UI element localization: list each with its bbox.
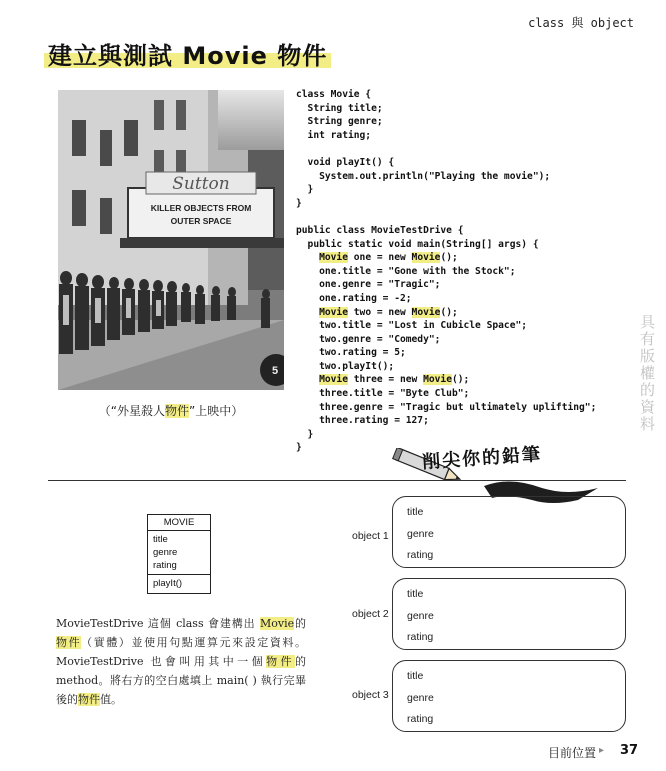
- object-field: title: [407, 506, 424, 518]
- marquee-line-2: OUTER SPACE: [170, 216, 232, 226]
- sharpen-pencil-title: 削尖你的鉛筆: [421, 443, 543, 474]
- uml-field: rating: [153, 560, 177, 571]
- code-line: System.out.println("Playing the movie");: [296, 170, 551, 182]
- code-line: one.rating = -2;: [296, 292, 412, 304]
- object-3-box[interactable]: [392, 660, 626, 732]
- code-highlight: Movie: [423, 374, 452, 386]
- code-line: class Movie {: [296, 89, 372, 100]
- desc-text: MovieTestDrive 這個 class 會建構出: [56, 617, 260, 630]
- uml-field: title: [153, 534, 168, 545]
- desc-highlight: 物件: [56, 636, 82, 649]
- code-listing: [296, 88, 596, 455]
- uml-method: playIt(): [153, 578, 183, 589]
- object-1-label: object 1: [352, 530, 389, 542]
- object-field: rating: [407, 631, 434, 643]
- object-field: title: [407, 670, 424, 682]
- object-2-label: object 2: [352, 608, 389, 620]
- object-field: genre: [407, 692, 434, 704]
- chevron-right-icon: ▸: [599, 745, 605, 756]
- uml-methods: [148, 575, 210, 593]
- marquee-name: Sutton: [172, 174, 230, 194]
- object-field: genre: [407, 528, 434, 540]
- page-number: 37: [620, 743, 639, 758]
- code-line: two.rating = 5;: [296, 347, 406, 359]
- caption-highlight: 物件: [164, 404, 189, 418]
- marquee-line-1: KILLER OBJECTS FROM: [150, 203, 252, 213]
- object-field: rating: [407, 713, 434, 725]
- photo-illustration: [58, 90, 284, 390]
- code-line: three.genre = "Tragic but ultimately uplifting";: [296, 401, 597, 413]
- desc-text: 的: [294, 617, 307, 630]
- code-highlight: Movie: [319, 306, 348, 318]
- uml-class-name: MOVIE: [148, 515, 210, 531]
- object-1-box[interactable]: [392, 496, 626, 568]
- exercise-description: [56, 614, 306, 709]
- code-line: three.title = "Byte Club";: [296, 388, 470, 400]
- code-line: int rating;: [296, 129, 372, 141]
- code-line: one.genre = "Tragic";: [296, 279, 441, 291]
- uml-class-diagram: [147, 514, 211, 594]
- object-field: rating: [407, 549, 434, 561]
- code-highlight: Movie: [319, 374, 348, 386]
- page-title: 建立與測試 Movie 物件: [44, 36, 331, 71]
- code-line: Movie two = new Movie();: [319, 306, 458, 318]
- object-2-box[interactable]: [392, 578, 626, 650]
- running-header: class 與 object: [528, 16, 634, 30]
- desc-highlight: Movie: [259, 617, 295, 630]
- code-line: }: [296, 428, 314, 440]
- desc-highlight: 物件: [78, 693, 100, 706]
- footer-location-label: 目前位置: [548, 746, 597, 760]
- photo-caption: [58, 402, 284, 419]
- code-line: }: [296, 184, 314, 196]
- desc-text: 的method。將右方的空白處填上 main( ) 執行完畢後的: [56, 655, 306, 706]
- caption-suffix: ”上映中）: [189, 404, 244, 418]
- code-line: void playIt() {: [296, 156, 395, 168]
- movie-theater-photo: [58, 90, 284, 390]
- code-line: two.title = "Lost in Cubicle Space";: [296, 320, 528, 332]
- code-line: three.rating = 127;: [296, 415, 429, 427]
- desc-text: （實體）並使用句點運算元來設定資料。MovieTestDrive 也會叫用其中一個: [56, 636, 307, 668]
- object-3-label: object 3: [352, 689, 389, 701]
- object-field: title: [407, 588, 424, 600]
- code-line: }: [296, 197, 302, 209]
- desc-highlight: 物件: [266, 655, 295, 668]
- code-line: String title;: [296, 102, 383, 114]
- code-line: String genre;: [296, 116, 383, 128]
- copyright-side-text: 具有版權的資料: [638, 314, 656, 433]
- desc-text: 值。: [100, 693, 122, 706]
- code-line: Movie three = new Movie();: [319, 374, 470, 386]
- code-line: two.playIt();: [296, 360, 395, 372]
- code-line: public static void main(String[] args) {: [296, 238, 539, 250]
- code-line: Movie one = new Movie();: [319, 252, 458, 264]
- code-line: public class MovieTestDrive {: [296, 224, 464, 236]
- uml-fields: [148, 531, 210, 575]
- caption-prefix: （“外星殺人: [98, 404, 165, 418]
- code-line: }: [296, 442, 302, 454]
- uml-field: genre: [153, 547, 178, 558]
- code-line: one.title = "Gone with the Stock";: [296, 265, 516, 277]
- code-highlight: Movie: [411, 252, 441, 264]
- object-field: genre: [407, 610, 434, 622]
- svg-text:5: 5: [272, 365, 279, 377]
- code-highlight: Movie: [411, 306, 441, 318]
- code-highlight: Movie: [319, 252, 348, 264]
- code-line: two.genre = "Comedy";: [296, 333, 441, 345]
